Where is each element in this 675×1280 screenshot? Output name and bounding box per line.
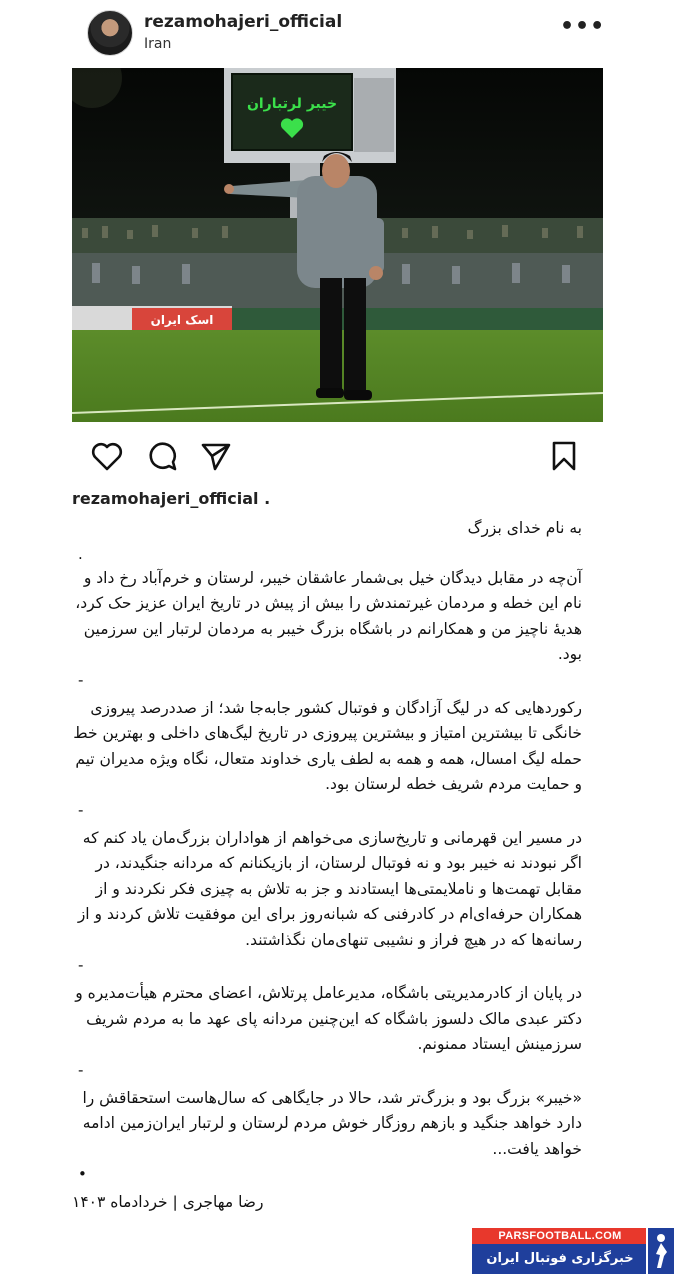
post-caption xyxy=(72,486,603,1216)
post-location[interactable]: Iran xyxy=(144,36,172,52)
ad-board-text: اسک ایران xyxy=(150,313,214,327)
watermark-logo-icon xyxy=(646,1228,674,1274)
watermark-title: خبرگزاری فوتبال ایران xyxy=(472,1244,648,1274)
watermark-site: PARSFOOTBALL.COM xyxy=(472,1228,648,1244)
send-icon xyxy=(200,440,232,472)
caption-paragraph-2: رکوردهایی که در لیگ آزادگان و فوتبال کشور جابه‌جا شد؛ از صددرصد پیروزی خانگی تا بیشترین امتیاز و بیشترین پیروزی در تاریخ لیگ‌های داخلی و بهترین خط حمله لیگ امسال، همه و همه به لطف یاری خداوند متعال، نگاه ویژه مدیران تیم و حمایت مردم شریف خطه لرستان بود. xyxy=(73,698,582,793)
caption-paragraph-1: آن‌چه در مقابل دیدگان خیل بی‌شمار عاشقان خیبر، لرستان و خرم‌آباد رخ داد و نام این خطه و مردمان غیرتمندش را بیش از پیش در تاریخ ایران عزیز حک کرد، هدیهٔ ناچیز من و همکارانم در باشگاه بزرگ خیبر به مردمان لرتبار این سرزمین بود. xyxy=(75,568,582,663)
caption-paragraph-5: «خیبر» بزرگ بود و بزرگ‌تر شد، حالا در جایگاهی که سال‌هاست استحقاقش را دارد خواهد جنگید و بازهم روزگار خوش مردم لرستان و لرتبار ایران‌زمین ادامه خواهد یافت... xyxy=(82,1088,582,1158)
comment-button[interactable] xyxy=(144,438,180,474)
caption-title: به نام خدای بزرگ xyxy=(467,519,582,537)
post-username[interactable]: rezamohajeri_official xyxy=(144,12,343,32)
avatar[interactable] xyxy=(87,10,133,56)
post-action-bar xyxy=(0,430,675,480)
post-header xyxy=(0,0,675,66)
caption-separator: - xyxy=(78,1060,84,1079)
caption-dot: . xyxy=(78,544,83,563)
caption-separator: - xyxy=(78,800,84,819)
save-button[interactable] xyxy=(546,438,582,474)
parsfootball-watermark xyxy=(472,1228,673,1278)
caption-paragraph-3: در مسیر این قهرمانی و تاریخ‌سازی می‌خواهم از هواداران بزرگ‌مان یاد کنم که اگر نبودند نه خیبر بود و نه فوتبال لرستان، از بازیکنانم که مردانه جنگیدند، در مقابل تهمت‌ها و ناملایمتی‌ها ایستادند و جز به تلاش به چیزی فکر نکردند و از همکاران حرفه‌ای‌ام در کادرفنی که شبانه‌روز برای این موفقیت تلاش کردند و از رسانه‌ها که در هیچ فراز و نشیبی تنهای‌مان نگذاشتند. xyxy=(77,828,582,949)
caption-separator: - xyxy=(78,670,84,689)
like-button[interactable] xyxy=(89,438,125,474)
more-options-icon[interactable]: ••• xyxy=(560,14,606,39)
caption-paragraph-4: در پایان از کادرمدیریتی باشگاه، مدیرعامل پرتلاش، اعضای محترم هیأت‌مدیره و دکتر عبدی مالک دلسوز باشگاه که این‌چنین مردانه پای عهد ما به مردم شریف سرزمینش ایستاد ممنونم. xyxy=(75,984,582,1053)
share-button[interactable] xyxy=(198,438,234,474)
caption-dot: • xyxy=(78,1165,87,1183)
scoreboard-text: خیبر لرتباران xyxy=(246,96,338,112)
post-photo[interactable] xyxy=(72,68,603,422)
caption-separator: - xyxy=(78,956,84,974)
comment-icon xyxy=(146,440,178,472)
heart-icon xyxy=(91,441,123,471)
caption-username[interactable]: rezamohajeri_official . xyxy=(72,489,271,508)
caption-signature: رضا مهاجری | خردادماه ۱۴۰۳ xyxy=(72,1193,264,1211)
bookmark-icon xyxy=(550,440,578,472)
